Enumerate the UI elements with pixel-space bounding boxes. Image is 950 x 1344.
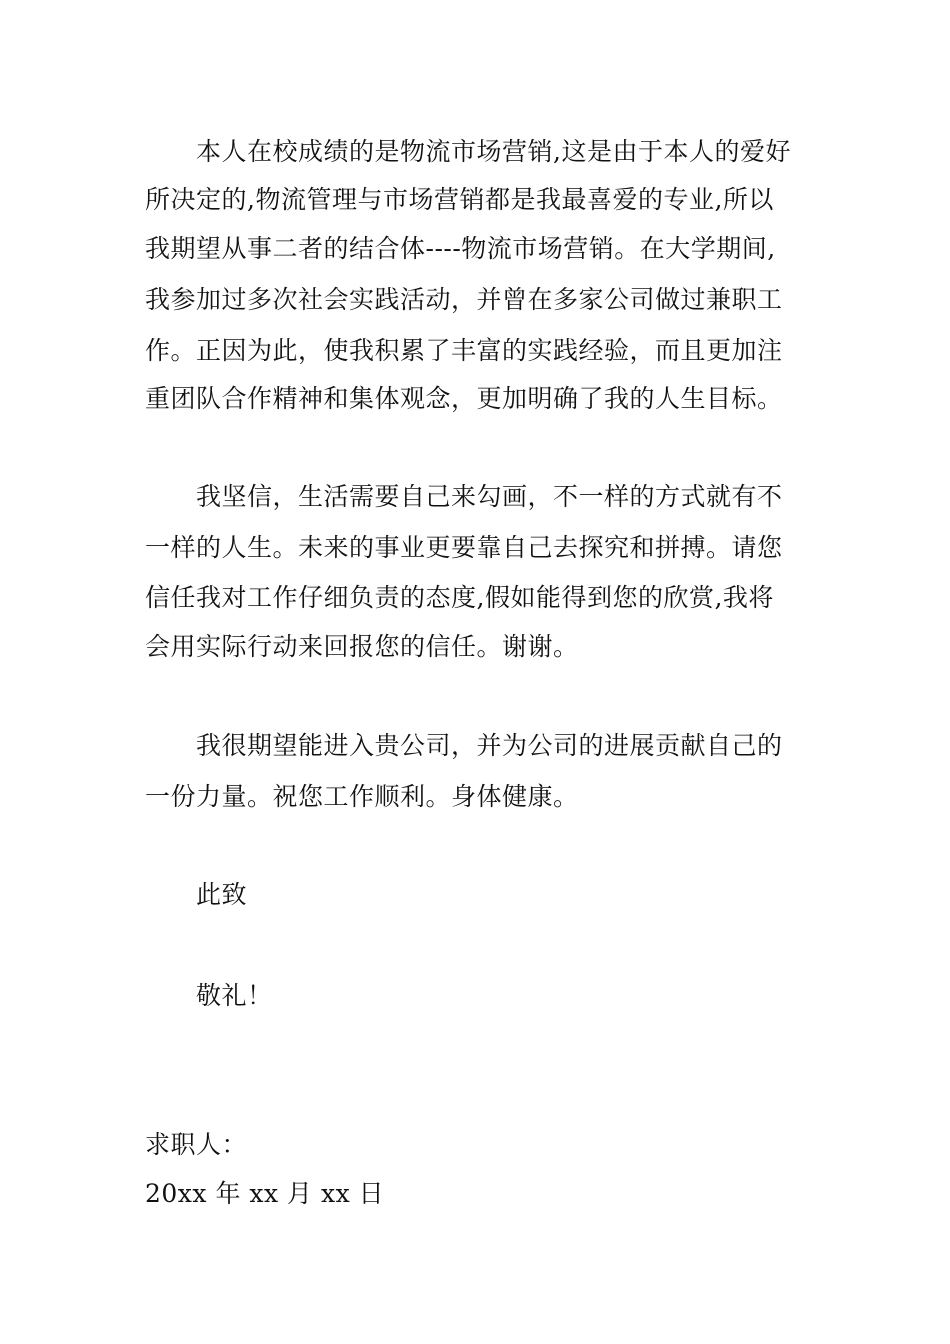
paragraph2-line: 信任我对工作仔细负责的态度,假如能得到您的欣赏,我将 (145, 583, 774, 612)
paragraph1-line: 所决定的,物流管理与市场营销都是我最喜爱的专业,所以 (145, 185, 774, 214)
paragraph1-line: 本人在校成绩的是物流市场营销,这是由于本人的爱好 (196, 137, 791, 166)
paragraph1-line: 我参加过多次社会实践活动，并曾在多家公司做过兼职工 (145, 285, 783, 314)
paragraph3-line: 我很期望能进入贵公司，并为公司的进展贡献自己的 (196, 731, 783, 760)
paragraph2-line: 我坚信，生活需要自己来勾画，不一样的方式就有不 (196, 482, 783, 511)
letter-date: 20xx 年 xx 月 xx 日 (145, 1179, 385, 1208)
paragraph1-line: 重团队合作精神和集体观念，更加明确了我的人生目标。 (145, 384, 783, 413)
signature-label: 求职人： (145, 1130, 248, 1159)
paragraph3-line: 一份力量。祝您工作顺利。身体健康。 (145, 782, 579, 811)
paragraph1-line: 作。正因为此，使我积累了丰富的实践经验，而且更加注 (145, 336, 783, 365)
paragraph2-line: 一样的人生。未来的事业更要靠自己去探究和拼搏。请您 (145, 533, 783, 562)
closing-salute: 敬礼！ (196, 981, 273, 1010)
paragraph1-line: 我期望从事二者的结合体----物流市场营销。在大学期间, (145, 234, 776, 263)
closing-greeting: 此致 (196, 880, 248, 909)
paragraph2-line: 会用实际行动来回报您的信任。谢谢。 (145, 632, 579, 661)
